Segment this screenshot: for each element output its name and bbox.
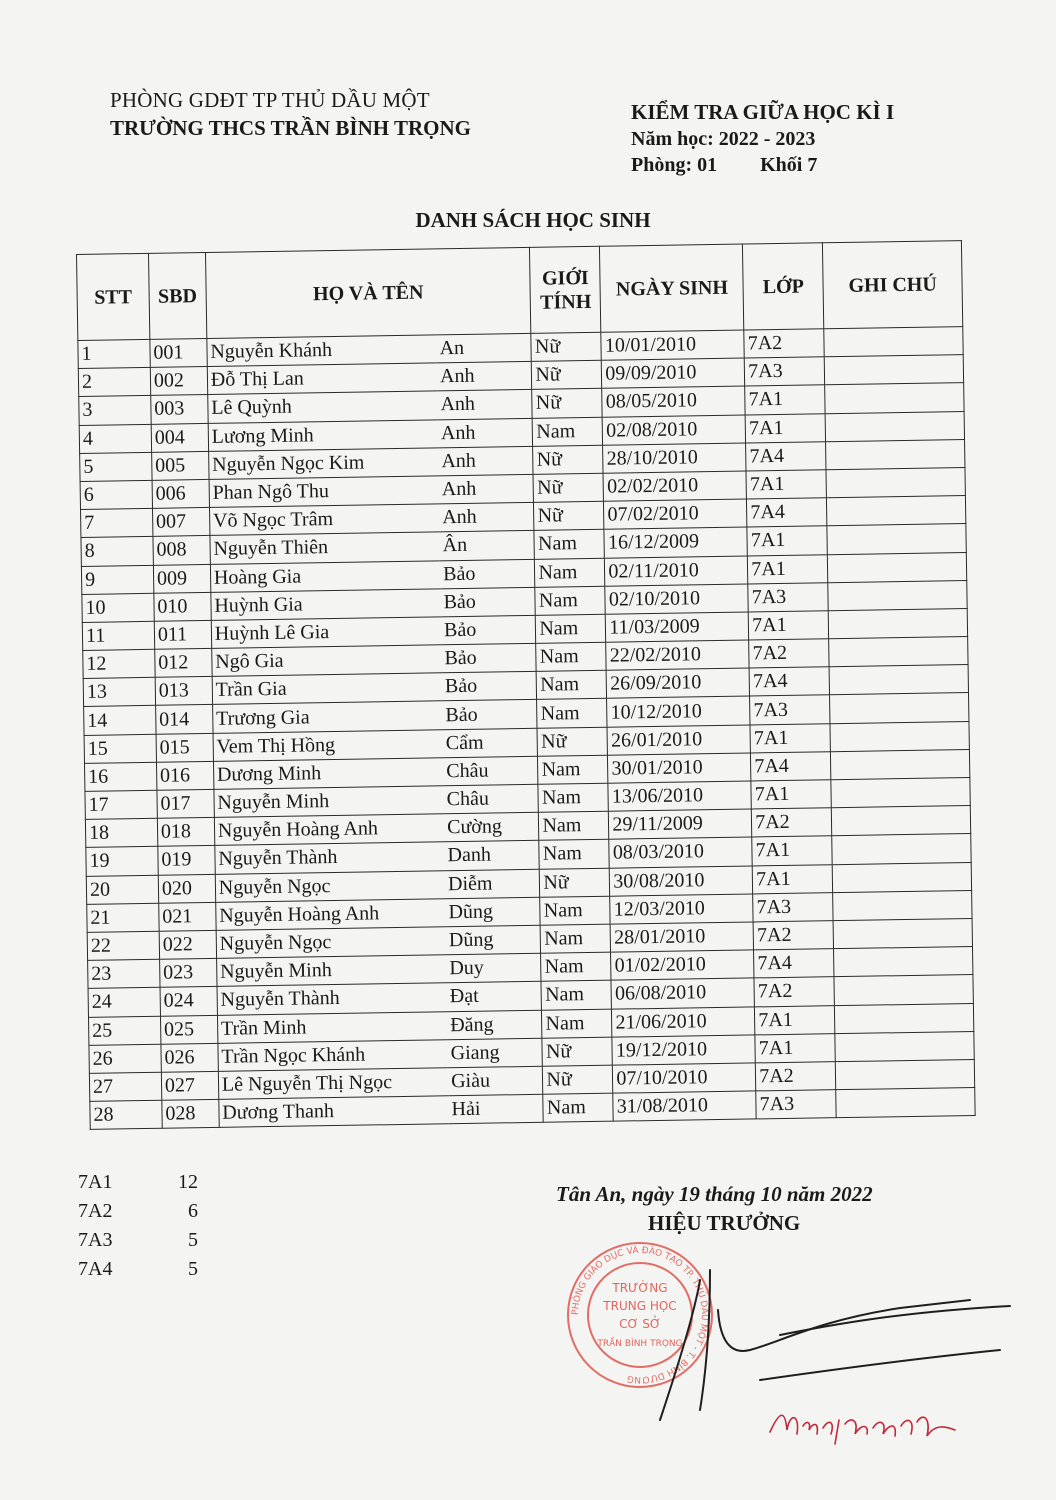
- cell-class: 7A1: [748, 611, 828, 640]
- col-header-dob: NGÀY SINH: [600, 244, 744, 332]
- cell-gender: Nam: [535, 558, 605, 587]
- cell-first-name: Danh: [444, 841, 539, 871]
- school-name: TRƯỜNG THCS TRẦN BÌNH TRỌNG: [110, 116, 471, 140]
- cell-sbd: 025: [160, 1015, 217, 1044]
- seal-line-1: TRƯỜNG: [612, 1281, 668, 1295]
- cell-first-name: Bảo: [440, 587, 535, 617]
- cell-class: 7A2: [754, 977, 834, 1006]
- cell-gender: Nam: [542, 1009, 612, 1038]
- cell-sbd: 001: [150, 338, 207, 367]
- cell-first-name: Đăng: [447, 1010, 542, 1040]
- cell-class: 7A4: [751, 752, 831, 781]
- cell-gender: Nam: [536, 642, 606, 671]
- room-grade-line: [631, 154, 894, 177]
- cell-dob: 02/08/2010: [602, 415, 745, 445]
- cell-first-name: Giang: [447, 1038, 542, 1068]
- cell-last-name: Nguyễn Minh: [216, 955, 446, 987]
- cell-sbd: 008: [153, 536, 210, 565]
- count-class-label: 7A3: [78, 1229, 113, 1251]
- cell-last-name: Nguyễn Ngọc: [216, 927, 446, 959]
- count-class-label: 7A1: [78, 1171, 113, 1193]
- col-header-name: HỌ VÀ TÊN: [205, 247, 531, 338]
- cell-sbd: 002: [150, 367, 207, 396]
- cell-class: 7A2: [749, 639, 829, 668]
- cell-gender: Nữ: [540, 868, 610, 897]
- grade-level: Khối 7: [760, 154, 818, 176]
- count-class-label: 7A4: [78, 1258, 113, 1280]
- cell-last-name: Lê Nguyễn Thị Ngọc: [218, 1068, 448, 1100]
- cell-class: 7A1: [748, 554, 828, 583]
- class-count-summary: [78, 1168, 198, 1284]
- cell-sbd: 013: [155, 677, 212, 706]
- cell-gender: Nữ: [542, 1037, 612, 1066]
- cell-last-name: Trần Gia: [212, 673, 442, 705]
- cell-note: [836, 1088, 975, 1118]
- cell-stt: 4: [79, 424, 151, 453]
- cell-class: 7A1: [746, 470, 826, 499]
- cell-note: [827, 496, 966, 526]
- student-table-wrapper: [76, 240, 976, 1130]
- cell-stt: 5: [80, 452, 152, 481]
- header-right: [631, 100, 894, 177]
- col-header-sbd: SBD: [148, 252, 206, 339]
- cell-gender: Nữ: [532, 389, 602, 418]
- cell-first-name: Châu: [443, 784, 538, 814]
- cell-stt: 8: [81, 537, 153, 566]
- cell-note: [835, 1003, 974, 1033]
- cell-stt: 19: [86, 847, 158, 876]
- cell-note: [829, 637, 968, 667]
- cell-first-name: Anh: [438, 418, 533, 448]
- seal-ring-text: PHÒNG GIÁO DỤC VÀ ĐÀO TẠO TP. THỦ DẦU MỘT - T. BÌNH DƯƠNG: [570, 1245, 710, 1385]
- exam-title: KIỂM TRA GIỮA HỌC KÌ I: [631, 100, 895, 124]
- cell-last-name: Nguyễn Thiên: [210, 532, 440, 564]
- col-header-note: GHI CHÚ: [823, 241, 963, 329]
- cell-class: 7A1: [755, 1033, 835, 1062]
- cell-class: 7A3: [756, 1090, 836, 1119]
- cell-first-name: Anh: [439, 474, 534, 504]
- cell-last-name: Nguyễn Hoàng Anh: [216, 899, 446, 931]
- cell-stt: 1: [78, 339, 150, 368]
- cell-sbd: 028: [162, 1099, 219, 1128]
- department-name: PHÒNG GDĐT TP THỦ DẦU MỘT: [110, 88, 430, 112]
- cell-sbd: 004: [151, 423, 208, 452]
- cell-first-name: Châu: [443, 756, 538, 786]
- cell-dob: 07/10/2010: [613, 1063, 756, 1093]
- school-year: Năm học: 2022 - 2023: [631, 128, 816, 150]
- cell-class: 7A3: [748, 582, 828, 611]
- cell-first-name: Anh: [437, 390, 532, 420]
- cell-note: [833, 918, 972, 948]
- cell-sbd: 023: [159, 959, 216, 988]
- cell-sbd: 010: [154, 592, 211, 621]
- cell-last-name: Huỳnh Gia: [211, 589, 441, 621]
- cell-gender: Nam: [537, 670, 607, 699]
- cell-sbd: 018: [157, 818, 214, 847]
- cell-sbd: 005: [151, 451, 208, 480]
- cell-class: 7A1: [751, 780, 831, 809]
- cell-sbd: 024: [160, 987, 217, 1016]
- cell-dob: 02/02/2010: [603, 471, 746, 501]
- cell-stt: 13: [83, 678, 155, 707]
- cell-first-name: Anh: [437, 362, 532, 392]
- cell-gender: Nam: [541, 980, 611, 1009]
- cell-dob: 21/06/2010: [612, 1006, 755, 1036]
- cell-sbd: 020: [158, 874, 215, 903]
- cell-dob: 30/08/2010: [610, 866, 753, 896]
- class-count-row: [78, 1226, 198, 1255]
- cell-dob: 07/02/2010: [604, 499, 747, 529]
- cell-sbd: 021: [159, 902, 216, 931]
- cell-note: [832, 834, 971, 864]
- count-class-value: 12: [178, 1171, 198, 1193]
- cell-class: 7A1: [752, 864, 832, 893]
- cell-gender: Nam: [541, 924, 611, 953]
- cell-note: [835, 1031, 974, 1061]
- cell-gender: Nam: [538, 783, 608, 812]
- cell-first-name: Dũng: [445, 897, 540, 927]
- cell-first-name: Cẩm: [443, 728, 538, 758]
- cell-sbd: 015: [156, 733, 213, 762]
- cell-sbd: 012: [155, 648, 212, 677]
- principal-title: HIỆU TRƯỞNG: [648, 1211, 801, 1235]
- cell-first-name: Bảo: [442, 700, 537, 730]
- cell-stt: 10: [82, 593, 154, 622]
- cell-dob: 06/08/2010: [611, 978, 754, 1008]
- cell-stt: 26: [89, 1044, 161, 1073]
- cell-last-name: Nguyễn Minh: [214, 786, 444, 818]
- seal-line-3: CƠ SỞ: [619, 1317, 661, 1331]
- cell-sbd: 016: [156, 761, 213, 790]
- cell-stt: 12: [83, 649, 155, 678]
- seal-line-4: TRẦN BÌNH TRỌNG: [597, 1339, 683, 1349]
- cell-sbd: 014: [155, 705, 212, 734]
- cell-sbd: 027: [161, 1071, 218, 1100]
- cell-dob: 11/03/2009: [606, 612, 749, 642]
- cell-class: 7A2: [753, 921, 833, 950]
- cell-first-name: Đạt: [447, 982, 542, 1012]
- cell-last-name: Đỗ Thị Lan: [207, 363, 437, 395]
- cell-note: [828, 608, 967, 638]
- cell-gender: Nữ: [533, 473, 603, 502]
- cell-gender: Nữ: [534, 501, 604, 530]
- cell-stt: 17: [85, 790, 157, 819]
- cell-sbd: 017: [157, 789, 214, 818]
- cell-first-name: Giàu: [448, 1066, 543, 1096]
- cell-gender: Nam: [535, 586, 605, 615]
- cell-stt: 20: [86, 875, 158, 904]
- cell-note: [832, 862, 971, 892]
- count-class-value: 6: [188, 1200, 198, 1222]
- cell-class: 7A4: [749, 667, 829, 696]
- cell-sbd: 011: [154, 620, 211, 649]
- cell-class: 7A3: [744, 357, 824, 386]
- cell-note: [834, 975, 973, 1005]
- cell-first-name: Bảo: [441, 643, 536, 673]
- cell-last-name: Trần Minh: [217, 1011, 447, 1043]
- cell-stt: 24: [88, 988, 160, 1017]
- cell-last-name: Nguyễn Thành: [217, 983, 447, 1015]
- cell-gender: Nữ: [532, 360, 602, 389]
- cell-dob: 28/01/2010: [610, 922, 753, 952]
- cell-last-name: Lê Quỳnh: [208, 391, 438, 423]
- cell-stt: 23: [88, 959, 160, 988]
- cell-gender: Nam: [537, 699, 607, 728]
- cell-class: 7A4: [747, 498, 827, 527]
- table-body: [78, 327, 975, 1130]
- cell-last-name: Võ Ngọc Trâm: [209, 504, 439, 536]
- cell-gender: Nam: [541, 952, 611, 981]
- class-count-row: [78, 1255, 198, 1284]
- cell-gender: Nữ: [531, 332, 601, 361]
- cell-sbd: 009: [153, 564, 210, 593]
- cell-last-name: Dương Minh: [213, 758, 443, 790]
- cell-dob: 10/01/2010: [601, 330, 744, 360]
- col-header-gender-line2: TÍNH: [539, 290, 592, 314]
- cell-last-name: Trần Ngọc Khánh: [218, 1039, 448, 1071]
- cell-first-name: Dũng: [446, 925, 541, 955]
- cell-gender: Nam: [533, 417, 603, 446]
- cell-last-name: Nguyễn Thành: [215, 842, 445, 874]
- class-count-row: [78, 1168, 198, 1197]
- cell-sbd: 006: [152, 479, 209, 508]
- cell-note: [834, 947, 973, 977]
- cell-note: [833, 890, 972, 920]
- col-header-gender-line1: GIỚI: [541, 266, 589, 290]
- cell-first-name: Anh: [439, 502, 534, 532]
- class-count-row: [78, 1197, 198, 1226]
- cell-first-name: Ân: [440, 531, 535, 561]
- cell-dob: 10/12/2010: [607, 696, 750, 726]
- cell-last-name: Nguyễn Ngọc: [215, 870, 445, 902]
- cell-dob: 01/02/2010: [611, 950, 754, 980]
- cell-gender: Nam: [534, 530, 604, 559]
- list-title: DANH SÁCH HỌC SINH: [415, 208, 651, 232]
- col-header-gender: [530, 246, 601, 333]
- cell-first-name: Bảo: [441, 615, 536, 645]
- cell-class: 7A3: [750, 695, 830, 724]
- cell-dob: 22/02/2010: [606, 640, 749, 670]
- cell-gender: Nam: [538, 755, 608, 784]
- cell-first-name: Duy: [446, 953, 541, 983]
- cell-stt: 3: [79, 396, 151, 425]
- cell-dob: 16/12/2009: [604, 527, 747, 557]
- cell-first-name: Bảo: [440, 559, 535, 589]
- cell-class: 7A3: [753, 892, 833, 921]
- cell-stt: 2: [78, 368, 150, 397]
- cell-gender: Nữ: [533, 445, 603, 474]
- col-header-class: LỚP: [743, 243, 824, 330]
- cell-class: 7A4: [746, 441, 826, 470]
- cell-gender: Nam: [543, 1093, 613, 1122]
- cell-stt: 6: [80, 480, 152, 509]
- cell-stt: 7: [81, 508, 153, 537]
- cell-stt: 11: [82, 621, 154, 650]
- cell-class: 7A1: [750, 723, 830, 752]
- signer-name-signature-icon: [765, 1400, 965, 1450]
- student-table: [76, 240, 976, 1130]
- cell-gender: Nam: [536, 614, 606, 643]
- cell-class: 7A4: [754, 949, 834, 978]
- cell-sbd: 022: [159, 930, 216, 959]
- cell-dob: 08/05/2010: [602, 386, 745, 416]
- cell-stt: 15: [84, 734, 156, 763]
- cell-dob: 26/01/2010: [607, 725, 750, 755]
- cell-gender: Nam: [539, 840, 609, 869]
- cell-stt: 25: [88, 1016, 160, 1045]
- cell-sbd: 003: [151, 395, 208, 424]
- table-header-row: [77, 241, 963, 341]
- cell-note: [830, 721, 969, 751]
- cell-note: [828, 580, 967, 610]
- cell-gender: Nữ: [543, 1065, 613, 1094]
- place-and-date: Tân An, ngày 19 tháng 10 năm 2022: [556, 1182, 873, 1206]
- cell-first-name: Hải: [448, 1094, 543, 1124]
- cell-class: 7A1: [755, 1005, 835, 1034]
- cell-class: 7A1: [747, 526, 827, 555]
- cell-class: 7A1: [752, 836, 832, 865]
- cell-stt: 21: [87, 903, 159, 932]
- cell-first-name: Cường: [444, 812, 539, 842]
- cell-dob: 29/11/2009: [609, 809, 752, 839]
- cell-dob: 02/10/2010: [605, 584, 748, 614]
- cell-first-name: An: [436, 333, 531, 363]
- cell-dob: 13/06/2010: [608, 781, 751, 811]
- cell-sbd: 026: [161, 1043, 218, 1072]
- cell-last-name: Dương Thanh: [219, 1096, 449, 1128]
- cell-note: [825, 383, 964, 413]
- cell-gender: Nữ: [537, 727, 607, 756]
- cell-gender: Nam: [540, 896, 610, 925]
- cell-last-name: Hoàng Gia: [210, 560, 440, 592]
- cell-stt: 14: [84, 706, 156, 735]
- cell-dob: 30/01/2010: [608, 753, 751, 783]
- cell-first-name: Bảo: [442, 672, 537, 702]
- cell-note: [831, 806, 970, 836]
- cell-stt: 27: [89, 1072, 161, 1101]
- count-class-label: 7A2: [78, 1200, 113, 1222]
- cell-note: [826, 439, 965, 469]
- col-header-stt: STT: [77, 253, 150, 340]
- cell-last-name: Vem Thị Hồng: [213, 729, 443, 761]
- seal-line-2: TRUNG HỌC: [603, 1299, 677, 1313]
- cell-last-name: Phan Ngô Thu: [209, 476, 439, 508]
- cell-note: [824, 327, 963, 357]
- cell-dob: 31/08/2010: [613, 1091, 756, 1121]
- cell-first-name: Anh: [438, 446, 533, 476]
- cell-last-name: Ngô Gia: [212, 645, 442, 677]
- cell-stt: 28: [90, 1100, 162, 1129]
- cell-note: [830, 693, 969, 723]
- cell-class: 7A1: [745, 385, 825, 414]
- cell-dob: 09/09/2010: [602, 358, 745, 388]
- cell-sbd: 007: [152, 508, 209, 537]
- cell-class: 7A2: [752, 808, 832, 837]
- cell-dob: 12/03/2010: [610, 894, 753, 924]
- cell-class: 7A2: [744, 329, 824, 358]
- header-left: [110, 88, 471, 141]
- cell-last-name: Nguyễn Hoàng Anh: [214, 814, 444, 846]
- cell-stt: 18: [85, 818, 157, 847]
- cell-note: [826, 468, 965, 498]
- cell-stt: 9: [81, 565, 153, 594]
- cell-class: 7A1: [745, 413, 825, 442]
- cell-note: [827, 524, 966, 554]
- cell-dob: 19/12/2010: [612, 1035, 755, 1065]
- cell-last-name: Nguyễn Khánh: [207, 335, 437, 367]
- cell-dob: 02/11/2010: [605, 555, 748, 585]
- cell-note: [824, 355, 963, 385]
- cell-note: [829, 665, 968, 695]
- cell-note: [825, 411, 964, 441]
- cell-last-name: Trương Gia: [212, 701, 442, 733]
- cell-note: [831, 778, 970, 808]
- cell-sbd: 019: [158, 846, 215, 875]
- count-class-value: 5: [188, 1229, 198, 1251]
- cell-dob: 08/03/2010: [609, 837, 752, 867]
- cell-first-name: Diễm: [445, 869, 540, 899]
- cell-last-name: Nguyễn Ngọc Kim: [208, 448, 438, 480]
- cell-stt: 16: [84, 762, 156, 791]
- cell-note: [827, 552, 966, 582]
- exam-room: Phòng: 01: [631, 154, 718, 176]
- cell-dob: 28/10/2010: [603, 443, 746, 473]
- cell-note: [831, 749, 970, 779]
- count-class-value: 5: [188, 1258, 198, 1280]
- cell-class: 7A2: [756, 1062, 836, 1091]
- cell-dob: 26/09/2010: [606, 668, 749, 698]
- cell-note: [835, 1059, 974, 1089]
- cell-stt: 22: [87, 931, 159, 960]
- cell-gender: Nam: [539, 811, 609, 840]
- cell-last-name: Huỳnh Lê Gia: [211, 617, 441, 649]
- cell-last-name: Lương Minh: [208, 419, 438, 451]
